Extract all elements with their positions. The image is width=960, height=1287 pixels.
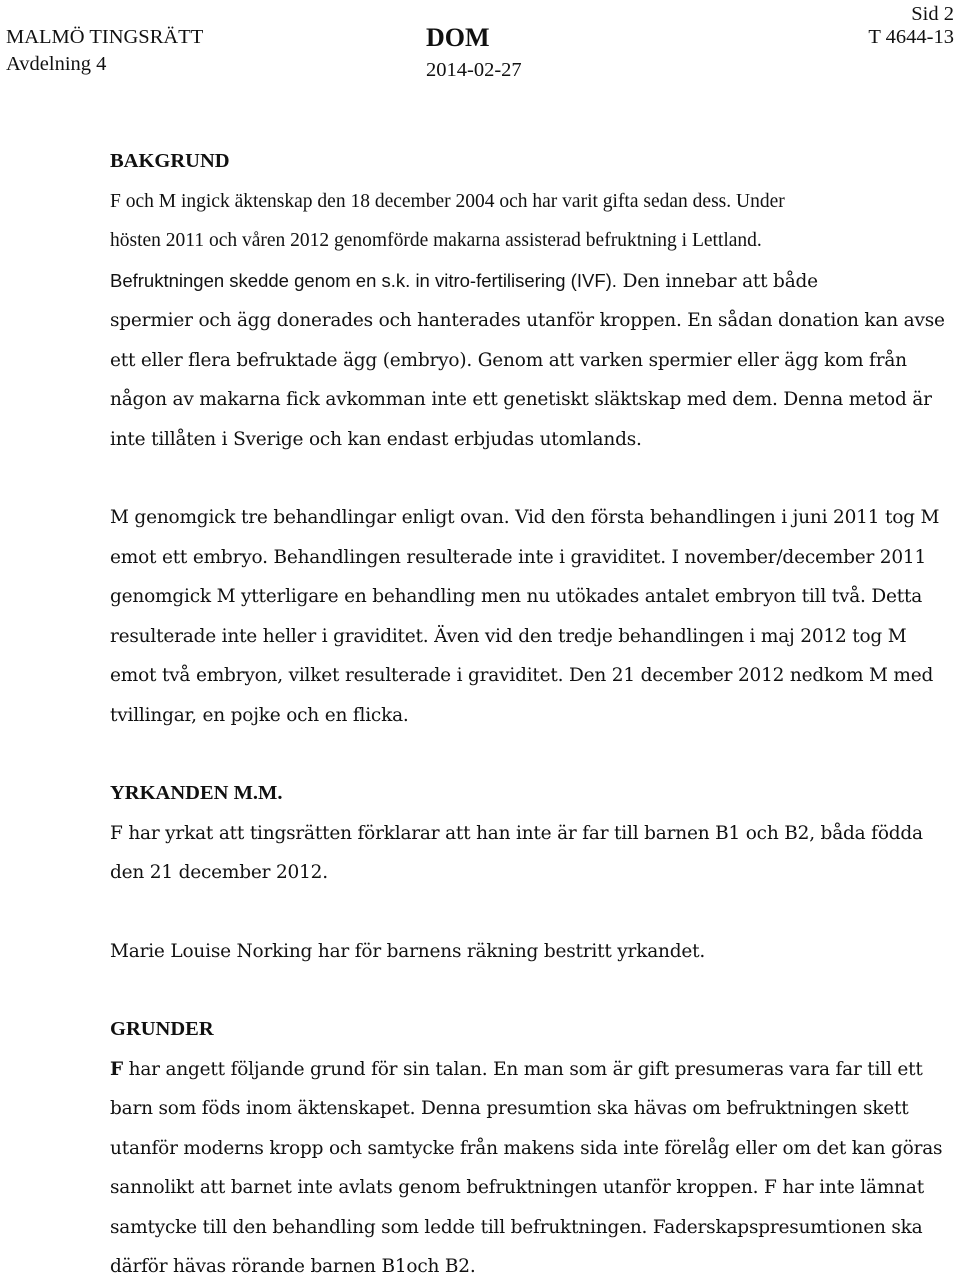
paragraph-gap bbox=[110, 893, 932, 932]
text-line bbox=[110, 261, 932, 302]
text-line: sannolikt att barnet inte avlats genom befruktningen utanför kroppen. F har inte lämnat bbox=[110, 1177, 924, 1198]
text-fragment: har angett följande grund för sin talan. En man som är gift presumeras vara far till ett bbox=[122, 1058, 923, 1080]
paragraph-bakgrund-1 bbox=[110, 182, 945, 460]
text-line: inte tillåten i Sverige och kan endast erbjudas utomlands. bbox=[110, 428, 642, 450]
page-number: Sid 2 bbox=[911, 3, 954, 25]
text-line: samtycke till den behandling som ledde till befruktningen. Faderskapspresumtionen ska bbox=[110, 1216, 923, 1238]
text-line: någon av makarna fick avkomman inte ett genetiskt släktskap med dem. Denna metod är bbox=[110, 389, 932, 410]
paragraph-bakgrund-2 bbox=[110, 498, 940, 735]
paragraph-grunder-1 bbox=[110, 1050, 943, 1287]
text-line: F har yrkat att tingsrätten förklarar att han inte är far till barnen B1 och B2, båda födda bbox=[110, 822, 923, 844]
paragraph-gap bbox=[110, 971, 932, 1010]
text-fragment: Den innebar att både bbox=[616, 270, 818, 292]
paragraph-yrkanden-1 bbox=[110, 814, 932, 893]
text-line: den 21 december 2012. bbox=[110, 862, 328, 883]
text-line: emot två embryon, vilket resulterade i graviditet. Den 21 december 2012 nedkom M med bbox=[110, 665, 934, 686]
text-line: ett eller flera befruktade ägg (embryo). Genom att varken spermier eller ägg kom från bbox=[110, 349, 907, 371]
text-line: därför hävas rörande barnen B1och B2. bbox=[110, 1256, 476, 1277]
text-line: Marie Louise Norking har för barnens räkning bestritt yrkandet. bbox=[110, 940, 706, 962]
paragraph-yrkanden-2 bbox=[110, 932, 932, 972]
text-fragment: Befruktningen skedde genom en s.k. in vitro-fertilisering (IVF). bbox=[110, 269, 617, 291]
case-number: T 4644-13 bbox=[868, 26, 954, 48]
text-line: emot ett embryo. Behandlingen resulterade inte i graviditet. I november/december 2011 bbox=[110, 546, 927, 568]
court-division: Avdelning 4 bbox=[6, 53, 107, 75]
section-heading-bakgrund: BAKGRUND bbox=[110, 150, 230, 172]
text-line: genomgick M ytterligare en behandling men nu utökades antalet embryon till två. Detta bbox=[110, 586, 923, 607]
text-line: F och M ingick äktenskap den 18 december 2004 och har varit gifta sedan dess. Under bbox=[110, 190, 785, 212]
text-line: tvillingar, en pojke och en flicka. bbox=[110, 704, 409, 726]
paragraph-gap bbox=[110, 459, 932, 498]
text-line: resulterade inte heller i graviditet. Även vid den tredje behandlingen i maj 2012 tog M bbox=[110, 625, 907, 647]
document-body bbox=[110, 142, 945, 1287]
text-line: barn som föds inom äktenskapet. Denna presumtion ska hävas om befruktningen skett bbox=[110, 1098, 909, 1119]
court-name: MALMÖ TINGSRÄTT bbox=[6, 26, 204, 48]
document-type: DOM bbox=[426, 23, 490, 52]
text-line bbox=[110, 1050, 932, 1090]
text-line: hösten 2011 och våren 2012 genomförde makarna assisterad befruktning i Lettland. bbox=[110, 230, 762, 251]
party-initial: F bbox=[110, 1058, 123, 1080]
text-line: spermier och ägg donerades och hanterades utanför kroppen. En sådan donation kan avse bbox=[110, 310, 945, 331]
paragraph-gap bbox=[110, 735, 932, 774]
section-heading-grunder: GRUNDER bbox=[110, 1018, 214, 1040]
section-heading-yrkanden: YRKANDEN M.M. bbox=[110, 782, 283, 804]
document-date: 2014-02-27 bbox=[426, 59, 522, 81]
text-line: utanför moderns kropp och samtycke från makens sida inte förelåg eller om det kan göras bbox=[110, 1137, 943, 1159]
text-line: M genomgick tre behandlingar enligt ovan. Vid den första behandlingen i juni 2011 tog M bbox=[110, 507, 940, 528]
